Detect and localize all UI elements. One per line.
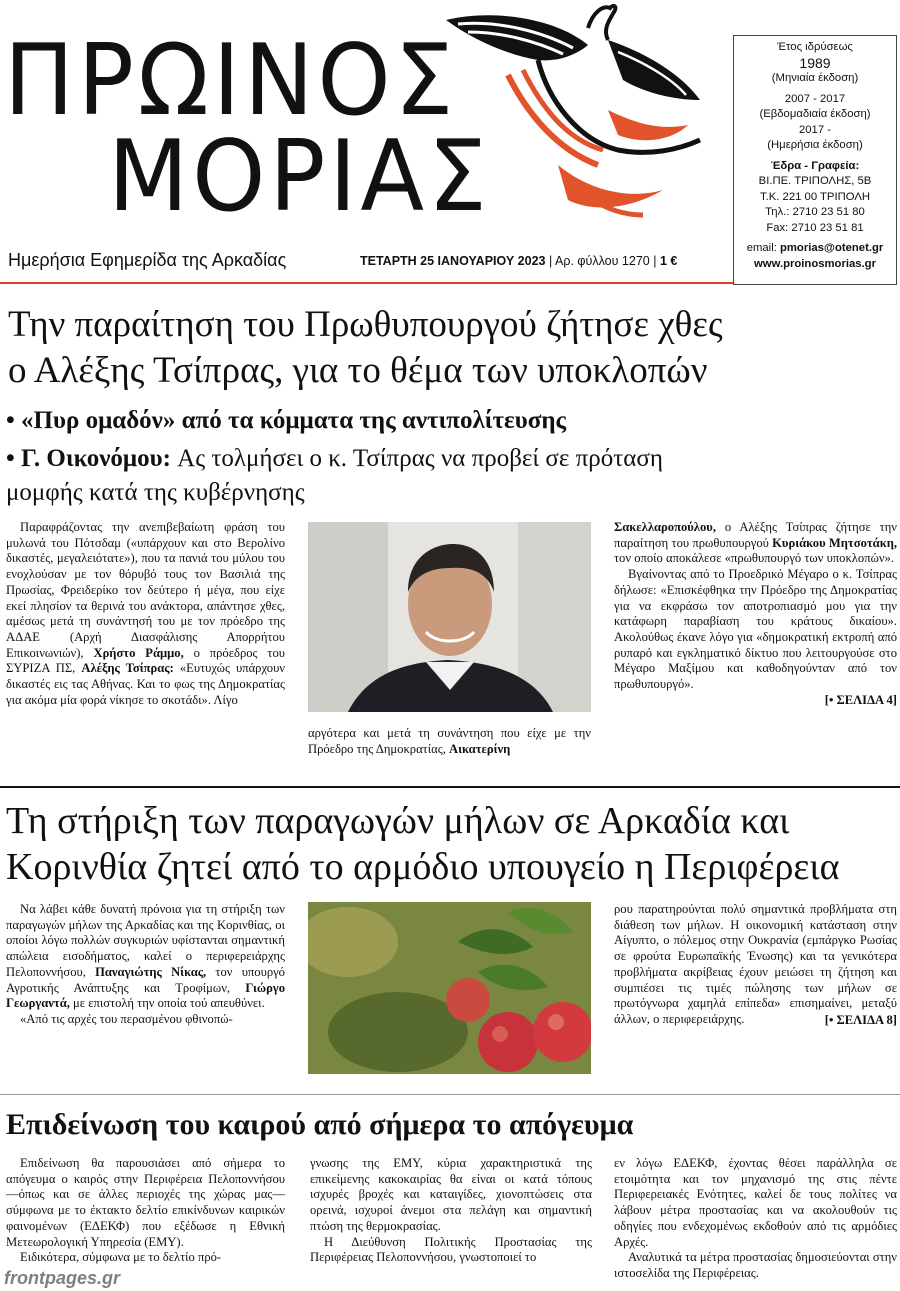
email-link[interactable]: pmorias@otenet.gr	[779, 242, 884, 254]
masthead-divider	[0, 282, 733, 284]
article2-col1: Να λάβει κάθε δυνατή πρόνοια για τη στήριξη των παραγωγών μήλων της Αρκαδίας και της Κορινθίας, οι οποίοι λόγω πολλών συγκυριών υφίστανται σημαντική απώλεια εισοδήματος, καλεί ο περιφερειάρχης Πελοποννήσου, Παναγιώτης Νίκας, τον υπουργό Αγροτικής Ανάπτυξης και Τροφίμων, Γιώργο Γεωργαντά, με επιστολή την οποία τού απευθύνει. «Από τις αρχές του περασμένου φθινοπώ-	[6, 902, 285, 1026]
newspaper-subtitle: Ημερήσια Εφημερίδα της Αρκαδίας	[8, 250, 287, 270]
issue-date: ΤΕΤΑΡΤΗ 25 ΙΑΝΟΥΑΡΙΟΥ 2023	[360, 254, 546, 268]
dove-logo-icon	[438, 0, 708, 225]
article3-col3: εν λόγω ΕΔΕΚΦ, έχοντας θέσει παράλληλα σε ετοιμότητα και τον μηχανισμό της στις πέντε Περιφερειακές Ενότητες, καλεί δε τους πολίτες να λάβουν μέτρα προστασίας και να ακολουθούν τις οδηγίες που ενδεχομένως εκδοθούν από τις αρμόδιες Αρχές. Αναλυτικά τα μέτρα προστασίας δημοσιεύονται στην ιστοσελίδα της Περιφέρειας.	[614, 1156, 897, 1280]
tsipras-photo	[308, 522, 591, 712]
article2-col3: ρου παρατηρούνται πολύ σημαντικά προβλήματα στη διάθεση των μήλων. Η οικονομική κατάσταση στην Αίγυπτο, ο πόλεμος στην Ουκρανία (εμπάργκο Ρωσίας σε φρούτα Ευρωπαϊκής Ένωσης) και τα γενικότερα προβλήματα ακρίβειας έχουν μειώσει τη ζήτηση και συμπιέσει τις τιμές πώλησης των μήλων σε πρωτόγνωρα χαμηλά επίπεδα» επισημαίνει, μεταξύ άλλων, ο περιφερειάρχης. [• ΣΕΛΙΔΑ 8]	[614, 902, 897, 1027]
fax: Fax: 2710 23 51 81	[766, 221, 864, 234]
article1-page-ref[interactable]: [• ΣΕΛΙΔΑ 4]	[824, 692, 897, 707]
photo-caption: αργότερα και μετά τη συνάντηση που είχε με την Πρόεδρο της Δημοκρατίας, Αικατερίνη	[308, 726, 591, 756]
article1-bullet1: • «Πυρ ομαδόν» από τα κόμματα της αντιπολίτευσης	[6, 407, 567, 434]
website-link[interactable]: www.proinosmorias.gr	[754, 257, 876, 270]
watermark: frontpages.gr	[4, 1268, 121, 1288]
article1-bullet2-cont: μομφής κατά της κυβέρνησης	[6, 479, 305, 506]
article1-col3: Σακελλαροπούλου, ο Αλέξης Τσίπρας ζήτησε την παραίτηση του πρωθυπουργού Κυριάκου Μητσοτάκη, τον οποίο αποκάλεσε «πρωθυπουργό των υποκλοπών». Βγαίνοντας από το Προεδρικό Μέγαρο ο κ. Τσίπρας δήλωσε: «Επισκέφθηκα την Πρόεδρο της Δημοκρατίας για να εκφράσω τον αποτροπιασμό μου για την κατάφωρη παραβίαση του κράτους δικαίου». Ακολούθως έκανε λόγο για «δημοκρατική εκτροπή από ρυπαρό και εγκληματικό δίκτυο που λειτουργούσε στο Μέγαρο Μαξίμου και καθοδηγούνταν από τον πρωθυπουργό». [• ΣΕΛΙΔΑ 4]	[614, 520, 897, 707]
article2-headline-line1[interactable]: Τη στήριξη των παραγωγών μήλων σε Αρκαδία και	[6, 800, 790, 842]
address-line1: ΒΙ.ΠΕ. ΤΡΙΠΟΛΗΣ, 5Β	[758, 175, 872, 187]
article3-col2: γνωσης της ΕΜΥ, κύρια χαρακτηριστικά της επικείμενης κακοκαιρίας θα είναι οι κατά τόπους ισχυρές βροχές και καταιγίδες, χιονοπτώσεις στα ορεινά, ισχυροί άνεμοι στα πελάγη και σημαντική πτώση της θερμοκρασίας. Η Διεύθυνση Πολιτικής Προστασίας της Περιφέρειας Πελοποννήσου, γνωστοποιεί το	[310, 1156, 592, 1265]
monthly-label: (Μηνιαία έκδοση)	[771, 72, 859, 84]
weekly-years: 2007 - 2017	[784, 92, 846, 105]
apples-photo	[308, 902, 591, 1074]
weekly-label: (Εβδομαδιαία έκδοση)	[759, 108, 871, 120]
newspaper-title-line2: ΜΟΡΙΑΣ	[108, 120, 491, 234]
article1-headline-line1[interactable]: Την παραίτηση του Πρωθυπουργού ζήτησε χθες	[8, 304, 723, 345]
issue-price: 1 €	[659, 254, 678, 268]
issue-line: ΤΕΤΑΡΤΗ 25 ΙΑΝΟΥΑΡΙΟΥ 2023 | Αρ. φύλλου 1270 | 1 €	[360, 254, 678, 268]
section-divider-2	[0, 1094, 900, 1095]
email-label: email:	[746, 242, 777, 254]
address-line2: Τ.Κ. 221 00 ΤΡΙΠΟΛΗ	[759, 190, 871, 203]
article3-col1: Επιδείνωση θα παρουσιάσει από σήμερα το απόγευμα ο καιρός στην Περιφέρεια Πελοποννήσου —όπως και σε άλλες περιοχές της χώρας μας— σύμφωνα με το έκτακτο δελτίο επικίνδυνων καιρικών φαινομένων (ΕΔΕΚΦ) που εξέδωσε η Εθνική Μετεωρολογική Υπηρεσία (ΕΜΥ). Ειδικότερα, σύμφωνα με το δελτίο πρό-	[6, 1156, 285, 1265]
issue-number: Αρ. φύλλου 1270	[555, 254, 650, 268]
masthead	[0, 0, 900, 280]
article2-headline-line2[interactable]: Κορινθία ζητεί από το αρμόδιο υπουγείο η Περιφέρεια	[6, 846, 840, 888]
article2-page-ref[interactable]: [• ΣΕΛΙΔΑ 8]	[824, 1012, 897, 1027]
section-divider-1	[0, 786, 900, 788]
daily-years: 2017 -	[798, 123, 832, 136]
founded-label: Έτος ιδρύσεως	[777, 41, 853, 53]
info-box	[733, 35, 897, 285]
article1-bullet2: • Γ. Οικονόμου: Ας τολμήσει ο κ. Τσίπρας να προβεί σε πρόταση	[6, 445, 663, 472]
article3-headline[interactable]: Επιδείνωση του καιρού από σήμερα το απόγευμα	[6, 1108, 634, 1141]
daily-label: (Ημερήσια έκδοση)	[767, 139, 863, 151]
article1-col1: Παραφράζοντας την ανεπιβεβαίωτη φράση του μυλωνά του Πότσδαμ («υπάρχουν και στο Βερολίνο δικαστές, μεγαλειότατε»), που τα πανιά του μύλου του ενοχλούσαν με τον θόρυβό τους τον Βασιλιά της Πρωσίας, Φρειδερίκο τον δεύτερο ή μέγα, που είχε εκεί πλησίον τα θερινά του ανάκτορα, απάντησε χθες, αμέσως μετά τη συνάντησή του με τον πρόεδρο της ΑΔΑΕ (Αρχή Διασφάλισης Απορρήτου Επικοινωνιών), Χρήστο Ράμμο, ο πρόεδρος του ΣΥΡΙΖΑ ΠΣ, Αλέξης Τσίπρας: «Ευτυχώς υπάρχουν δικαστές εις τας Αθήνας. Και το φως της Δημοκρατίας για ακόμα μία φορά νίκησε το σκοτάδι». Λίγο	[6, 520, 285, 707]
founded-year: 1989	[799, 54, 831, 71]
office-label: Έδρα - Γραφεία:	[770, 159, 860, 172]
phone: Τηλ.: 2710 23 51 80	[765, 206, 865, 218]
newspaper-title-line1: ΠΡΩΙΝΟΣ	[4, 24, 458, 138]
article1-headline-line2[interactable]: ο Αλέξης Τσίπρας, για το θέμα των υποκλοπών	[8, 350, 708, 391]
